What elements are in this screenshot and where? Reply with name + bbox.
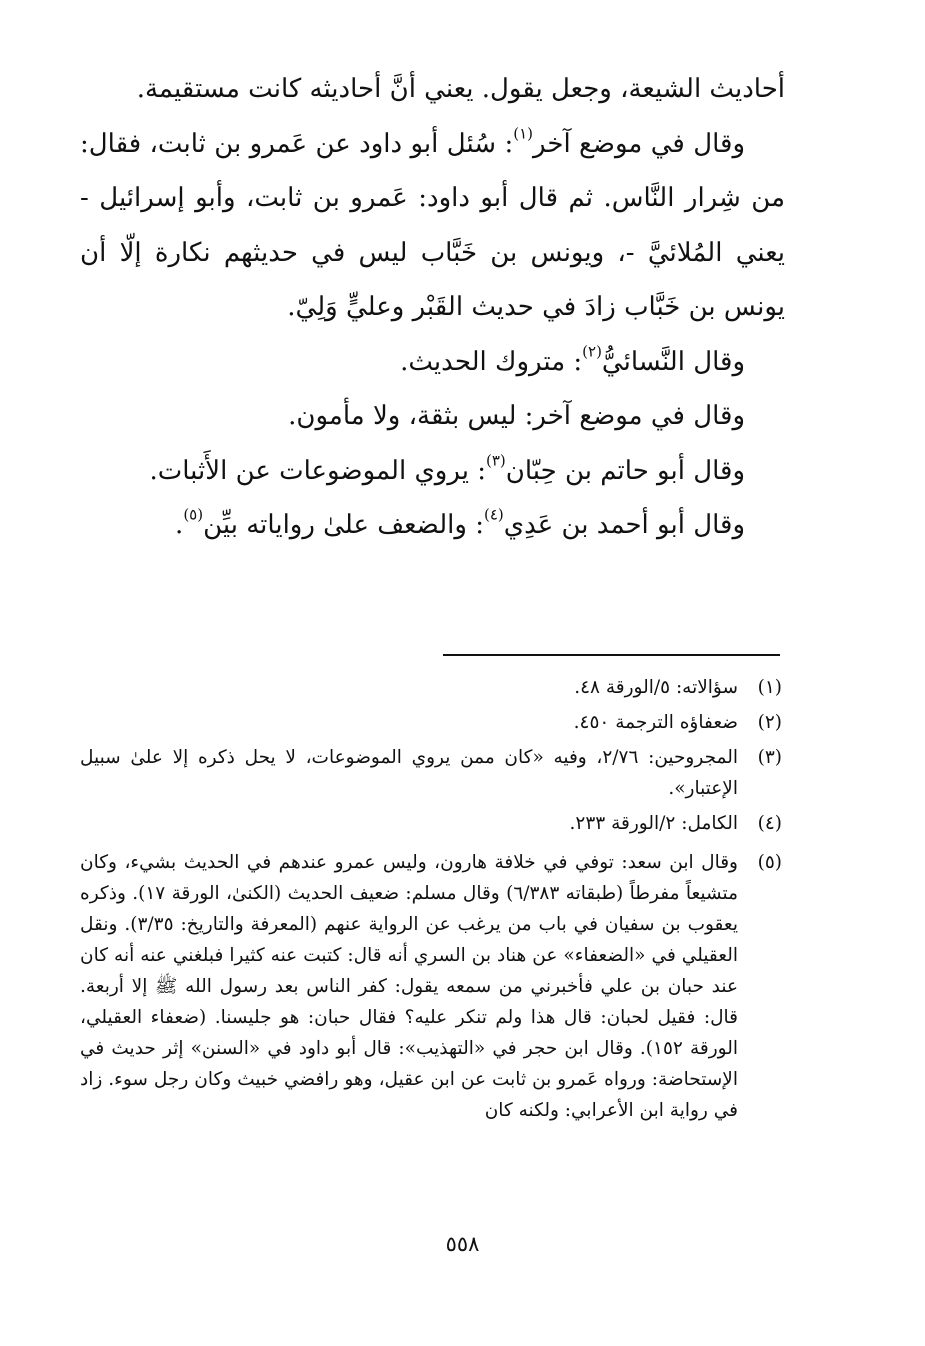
footnote-3: [80, 742, 782, 804]
paragraph-6-lead: وقال أبو أحمد بن عَدِي: [503, 510, 745, 540]
paragraph-6: [80, 498, 785, 553]
paragraph-6-end: .: [175, 510, 184, 540]
footnote-text: ضعفاؤه الترجمة ٤٥٠.: [573, 712, 738, 733]
footnote-separator: [443, 654, 780, 656]
footnote-text: المجروحين: ٢/٧٦، وفيه «كان ممن يروي الموضوعات، لا يحل ذكره إلا علىٰ سبيل الإعتبار».: [80, 747, 738, 799]
footnotes: [80, 672, 782, 1130]
main-text: [80, 62, 785, 553]
paragraph-5: [80, 444, 785, 499]
footnote-number: (١): [757, 677, 782, 698]
footnote-text: وقال ابن سعد: توفي في خلافة هارون، وليس عمرو عندهم في الحديث بشيء، وكان متشيعاً مفرطاً (طبقاته ٦/٣٨٣) وقال مسلم: ضعيف الحديث (الكنىٰ، الورقة ١٧). وذكره يعقوب بن سفيان في باب من يرغب عن الرواية عنهم (المعرفة والتاريخ: ٣/٣٥). ونقل العقيلي في «الضعفاء» عن هناد بن السري أنه قال: كتبت عنه كثيرا فبلغني عنه أنه كان عند حبان بن علي فأخبرني من سمعه يقول: كفر الناس بعد رسول الله ﷺ إلا أربعة. قال: فقيل لحبان: قال هذا ولم تنكر عليه؟ فقال حبان: هو جليسنا. (ضعفاء العقيلي، الورقة ١٥٢). وقال ابن حجر في «التهذيب»: قال أبو داود في «السنن» إثر حديث في الإستحاضة: ورواه عَمرو بن ثابت عن ابن عقيل، وهو رافضي خبيث وكان رجل سوء. زاد في رواية ابن الأعرابي: ولكنه كان: [80, 852, 738, 1121]
paragraph-4-text: وقال في موضع آخر: ليس بثقة، ولا مأمون.: [288, 401, 745, 431]
footnote-ref-4[interactable]: (٤): [483, 505, 504, 524]
footnote-number: (٢): [757, 712, 782, 733]
footnote-ref-3[interactable]: (٣): [485, 451, 506, 469]
paragraph-2-text: : سُئل أبو داود عن عَمرو بن ثابت، فقال: من شِرار النَّاس. ثم قال أبو داود: عَمرو بن ثابت، وأبو إسرائيل - يعني المُلائيَّ -، ويونس بن خَبَّاب ليس في حديثهم نكارة إلّا أن يونس بن خَبَّاب زادَ في حديث القَبْر وعليٍّ وَلِيّ.: [80, 128, 785, 322]
paragraph-6-text: : والضعف علىٰ رواياته بيِّن: [203, 510, 484, 540]
paragraph-3-text: : متروك الحديث.: [400, 346, 583, 377]
footnote-ref-2[interactable]: (٢): [582, 342, 602, 360]
paragraph-3: [80, 335, 785, 390]
paragraph-4: [80, 389, 785, 444]
paragraph-5-lead: وقال أبو حاتم بن حِبّان: [505, 455, 745, 486]
paragraph-2-lead: وقال في موضع آخر: [533, 128, 745, 159]
paragraph-1-text: أحاديث الشيعة، وجعل يقول. يعني أنَّ أحاديثه كانت مستقيمة.: [136, 74, 785, 104]
paragraph-1: [80, 62, 785, 117]
footnote-text: الكامل: ٢/الورقة ٢٣٣.: [569, 813, 738, 834]
page-number: ٥٥٨: [445, 1232, 480, 1256]
footnote-number: (٥): [757, 852, 782, 873]
footnote-2: [80, 707, 782, 738]
paragraph-5-text: : يروي الموضوعات عن الأَثبات.: [149, 455, 486, 486]
footnote-number: (٤): [757, 813, 782, 834]
footnote-text: سؤالاته: ٥/الورقة ٤٨.: [574, 677, 738, 698]
footnote-1: [80, 672, 782, 703]
footnote-ref-1[interactable]: (١): [513, 124, 534, 142]
footnote-5: [80, 847, 782, 1126]
paragraph-2: [80, 117, 785, 335]
footnote-4: [80, 808, 782, 839]
footnote-number: (٣): [757, 747, 782, 768]
paragraph-3-lead: وقال النَّسائيُّ: [601, 346, 745, 377]
footnote-ref-5[interactable]: (٥): [183, 505, 204, 524]
